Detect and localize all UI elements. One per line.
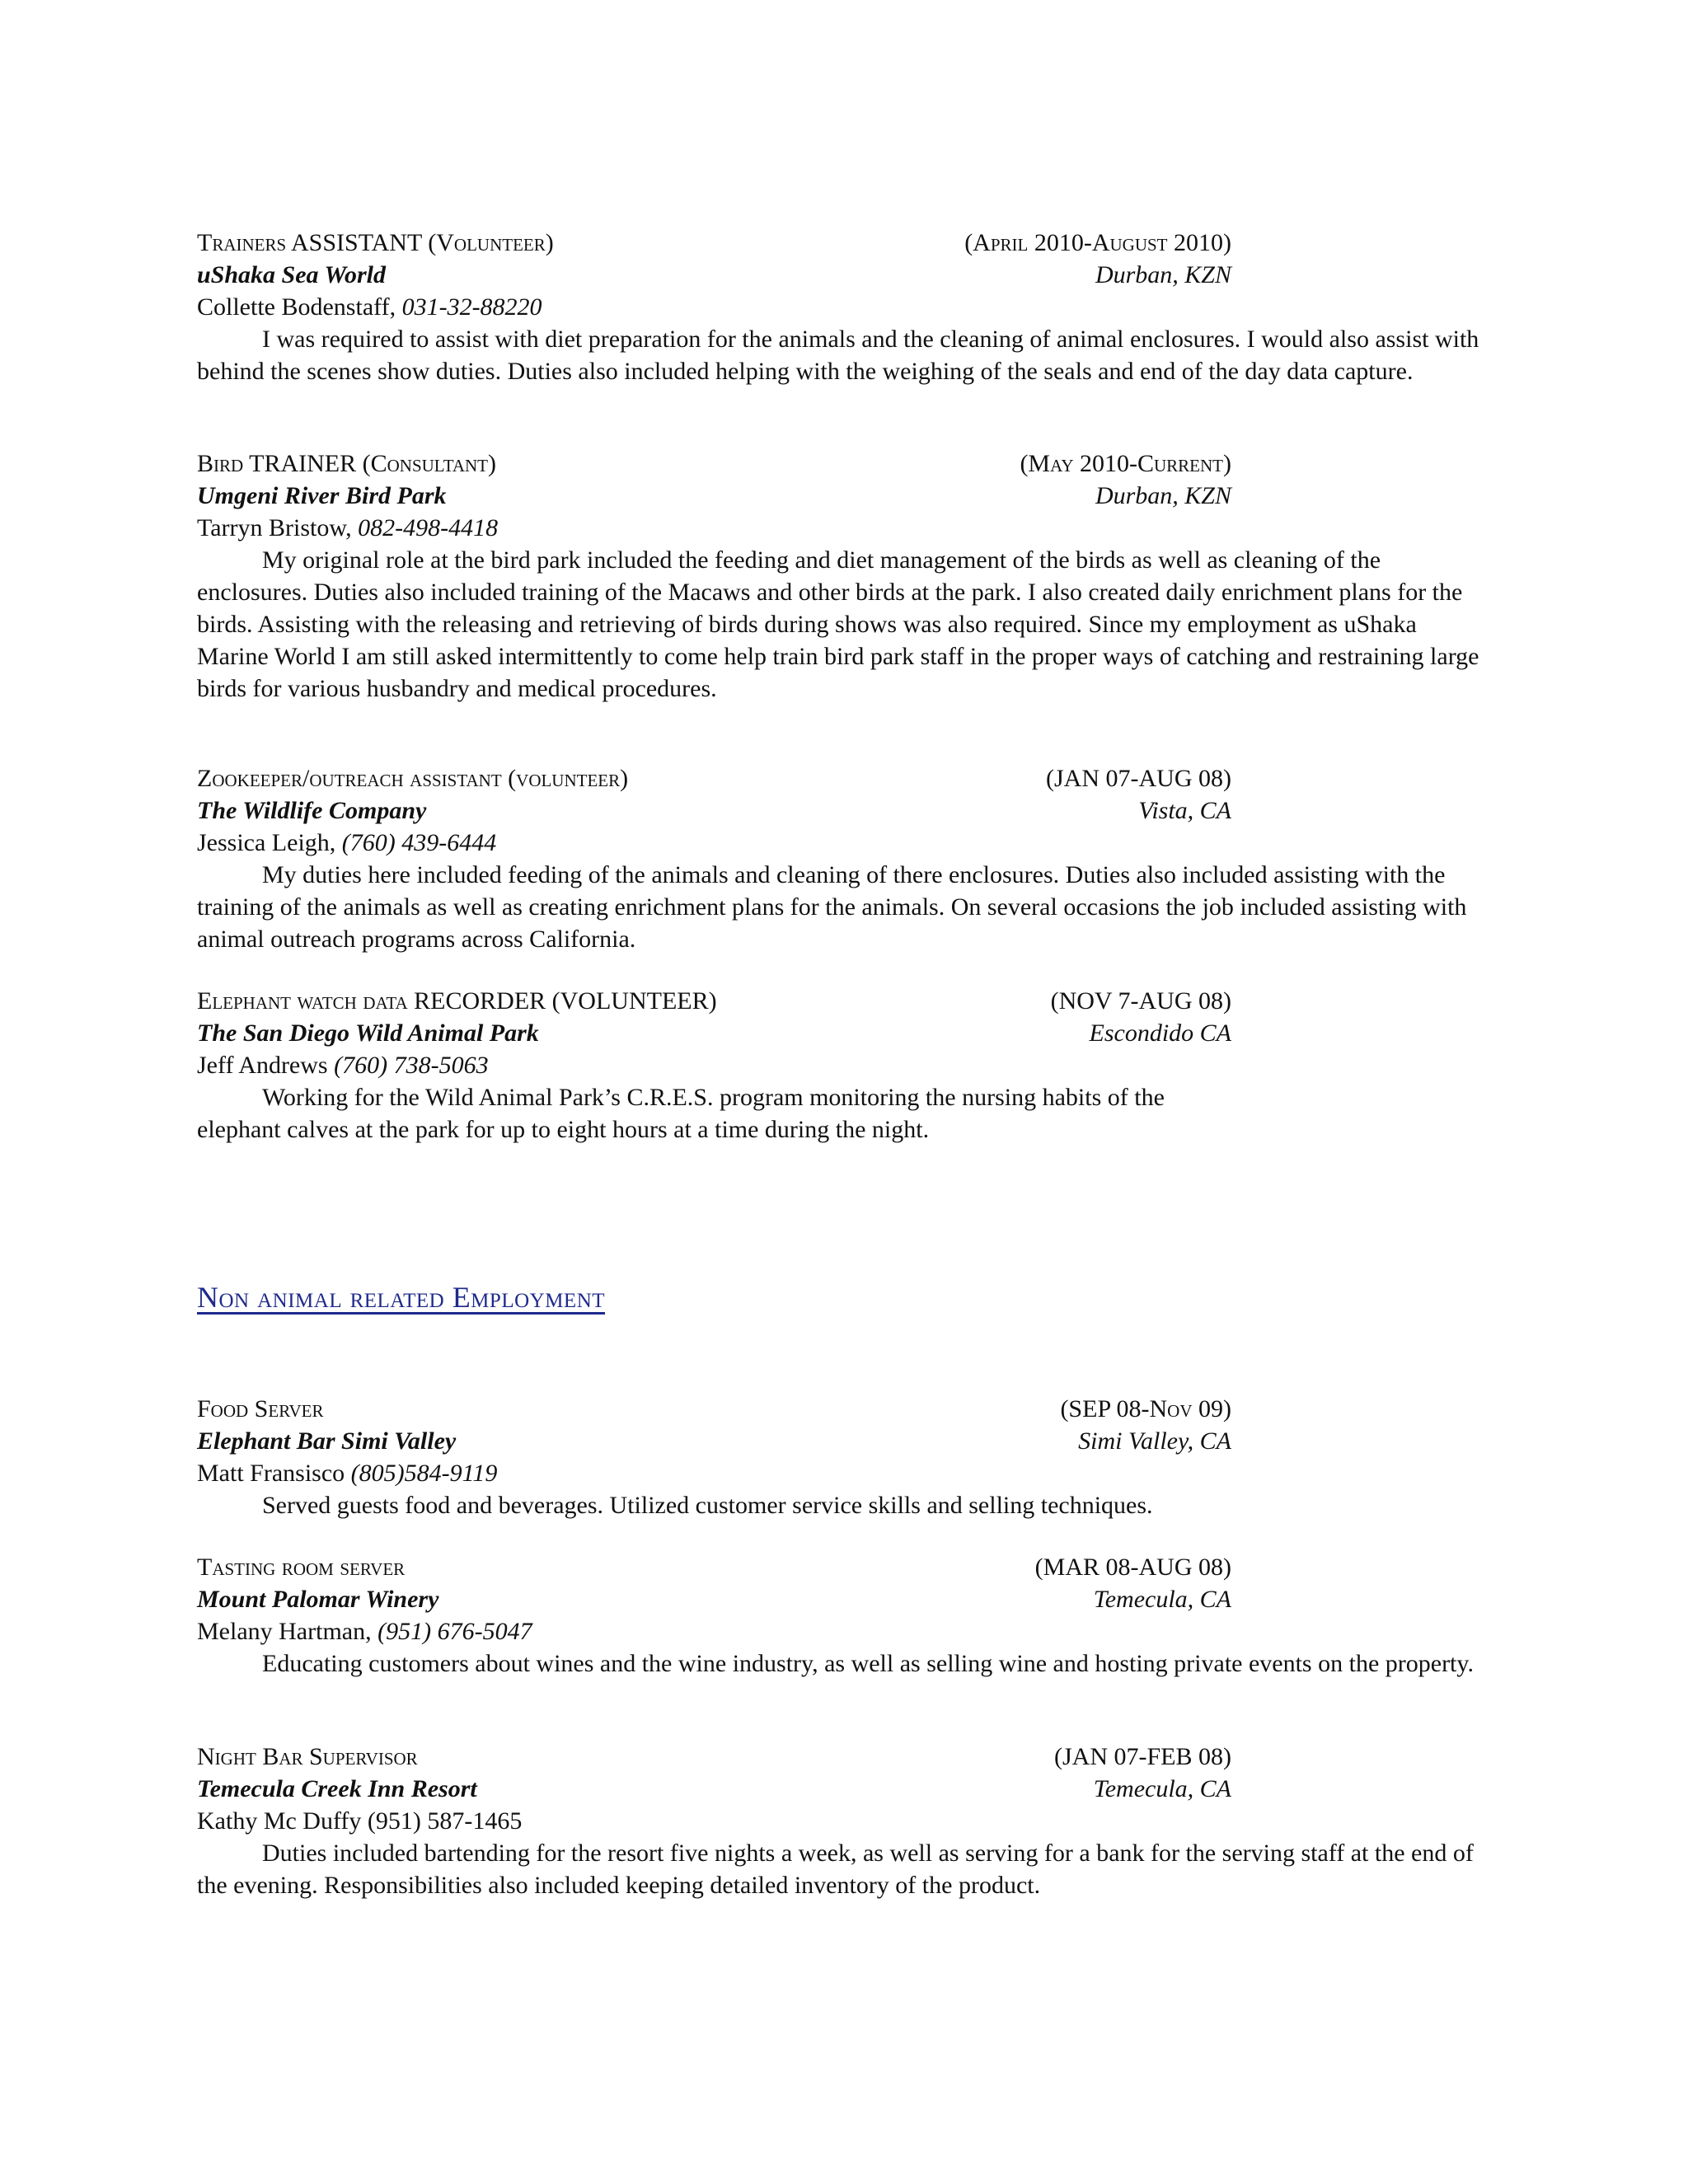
company-columns <box>197 1773 1231 1805</box>
job-header-columns <box>197 985 1231 1017</box>
company-name: The San Diego Wild Animal Park <box>197 1019 539 1047</box>
job-title: Tasting room server <box>197 1554 406 1581</box>
contact-phone: (805)584-9119 <box>350 1460 498 1487</box>
company-columns <box>197 1583 1231 1615</box>
company-row <box>197 1583 1483 1615</box>
company-row <box>197 1017 1483 1049</box>
company-row <box>197 259 1483 291</box>
job-dates: (MAR 08-AUG 08) <box>1034 1554 1231 1581</box>
contact-name: Melany Hartman, <box>197 1618 372 1645</box>
job-header-row <box>197 1551 1483 1583</box>
contact-name: Tarryn Bristow, <box>197 514 352 541</box>
company-name: Mount Palomar Winery <box>197 1586 439 1613</box>
company-location: Temecula, CA <box>1093 1775 1231 1802</box>
contact-phone: 082-498-4418 <box>358 514 499 541</box>
job-entry-bird-trainer <box>197 448 1483 705</box>
contact-name: Jessica Leigh, <box>197 829 336 856</box>
job-title: Elephant watch data RECORDER (VOLUNTEER) <box>197 987 717 1015</box>
contact-phone: (760) 439-6444 <box>341 829 497 856</box>
job-description: Duties included bartending for the resort five nights a week, as well as serving for a bank for the serving staff at the end of the evening. Responsibilities also included keeping detailed inventory of the product. <box>197 1840 1474 1899</box>
contact-row <box>197 1049 1483 1081</box>
contact-name: Jeff Andrews <box>197 1052 328 1079</box>
job-header-columns <box>197 1393 1231 1425</box>
job-description: Served guests food and beverages. Utilized customer service skills and selling techniques. <box>262 1492 1153 1519</box>
contact <box>197 291 542 323</box>
job-title: Zookeeper/outreach assistant (volunteer) <box>197 765 629 792</box>
job-dates: (JAN 07-FEB 08) <box>1054 1743 1231 1770</box>
job-description: I was required to assist with diet preparation for the animals and the cleaning of animal enclosures. I would also assist with behind the scenes show duties. Duties also included helping with the weighing of the seals and end of the day data capture. <box>197 326 1479 385</box>
contact-row <box>197 827 1483 859</box>
contact-row <box>197 1615 1483 1647</box>
contact-phone: (760) 738-5063 <box>334 1052 489 1079</box>
job-entry-trainers-assistant <box>197 227 1483 387</box>
job-header-columns <box>197 1741 1231 1773</box>
company-columns <box>197 1425 1231 1457</box>
company-location: Escondido CA <box>1089 1019 1231 1047</box>
job-header-columns <box>197 1551 1231 1583</box>
job-title: Bird TRAINER (Consultant) <box>197 450 496 477</box>
section-heading: Non animal related Employment <box>197 1281 606 1314</box>
job-header-columns <box>197 448 1231 480</box>
job-description: Educating customers about wines and the wine industry, as well as selling wine and hosting private events on the property. <box>262 1650 1474 1677</box>
job-header-columns <box>197 762 1231 794</box>
job-title: Food Server <box>197 1395 324 1422</box>
company-name: Umgeni River Bird Park <box>197 482 447 509</box>
company-columns <box>197 794 1231 827</box>
job-description: My original role at the bird park included the feeding and diet management of the birds as well as cleaning of the enclosures. Duties also included training of the Macaws and other birds at the park. I also created daily enrichment plans for the birds. Assisting with the releasing and retrieving of birds during shows was also required. Since my employment as uShaka Marine World I am still asked intermittently to come help train bird park staff in the proper ways of catching and restraining large birds for various husbandry and medical procedures. <box>197 546 1479 702</box>
job-dates: (May 2010-Current) <box>1020 450 1231 477</box>
contact <box>197 1457 497 1489</box>
job-header-row <box>197 448 1483 480</box>
contact-row <box>197 1457 1483 1489</box>
contact-row <box>197 1805 1483 1837</box>
company-name: Elephant Bar Simi Valley <box>197 1427 457 1455</box>
job-entry-elephant-watch <box>197 985 1483 1146</box>
job-description: Working for the Wild Animal Park’s C.R.E.S. program monitoring the nursing habits of the elephant calves at the park for up to eight hours at a time during the night. <box>197 1084 1165 1143</box>
company-columns <box>197 259 1231 291</box>
company-row <box>197 480 1483 512</box>
company-columns <box>197 1017 1231 1049</box>
company-location: Durban, KZN <box>1095 482 1231 509</box>
contact <box>197 1049 489 1081</box>
job-header-row <box>197 1741 1483 1773</box>
job-header-row <box>197 985 1483 1017</box>
company-name: Temecula Creek Inn Resort <box>197 1775 477 1802</box>
contact <box>197 1615 532 1647</box>
contact-name: Matt Fransisco <box>197 1460 345 1487</box>
company-columns <box>197 480 1231 512</box>
job-title: Trainers ASSISTANT (Volunteer) <box>197 229 554 256</box>
contact-phone: 031-32-88220 <box>401 293 542 321</box>
contact-phone: (951) 587-1465 <box>367 1807 523 1835</box>
job-dates: (SEP 08-Nov 09) <box>1060 1395 1231 1422</box>
contact-name: Collette Bodenstaff, <box>197 293 396 321</box>
contact <box>197 512 498 544</box>
company-row <box>197 794 1483 827</box>
job-dates: (April 2010-August 2010) <box>964 229 1231 256</box>
company-location: Durban, KZN <box>1095 261 1231 288</box>
job-dates: (NOV 7-AUG 08) <box>1050 987 1231 1015</box>
job-dates: (JAN 07-AUG 08) <box>1046 765 1231 792</box>
company-location: Vista, CA <box>1138 797 1231 824</box>
job-header-row <box>197 762 1483 794</box>
contact-row <box>197 512 1483 544</box>
company-row <box>197 1773 1483 1805</box>
job-title: Night Bar Supervisor <box>197 1743 418 1770</box>
contact <box>197 827 496 859</box>
company-row <box>197 1425 1483 1457</box>
job-header-row <box>197 1393 1483 1425</box>
company-location: Simi Valley, CA <box>1078 1427 1231 1455</box>
contact-row <box>197 291 1483 323</box>
job-entry-tasting-room <box>197 1551 1483 1680</box>
job-header-columns <box>197 227 1231 259</box>
company-location: Temecula, CA <box>1093 1586 1231 1613</box>
company-name: uShaka Sea World <box>197 261 386 288</box>
contact-phone: (951) 676-5047 <box>377 1618 532 1645</box>
job-entry-zookeeper <box>197 762 1483 955</box>
contact-name: Kathy Mc Duffy <box>197 1807 362 1835</box>
contact <box>197 1805 522 1837</box>
job-entry-night-bar-supervisor <box>197 1741 1483 1901</box>
job-header-row <box>197 227 1483 259</box>
job-description: My duties here included feeding of the animals and cleaning of there enclosures. Duties also included assisting with the training of the animals as well as creating enrichment plans for the animals. On several occasions the job included assisting with animal outreach programs across California. <box>197 861 1467 953</box>
company-name: The Wildlife Company <box>197 797 427 824</box>
job-entry-food-server <box>197 1393 1483 1521</box>
